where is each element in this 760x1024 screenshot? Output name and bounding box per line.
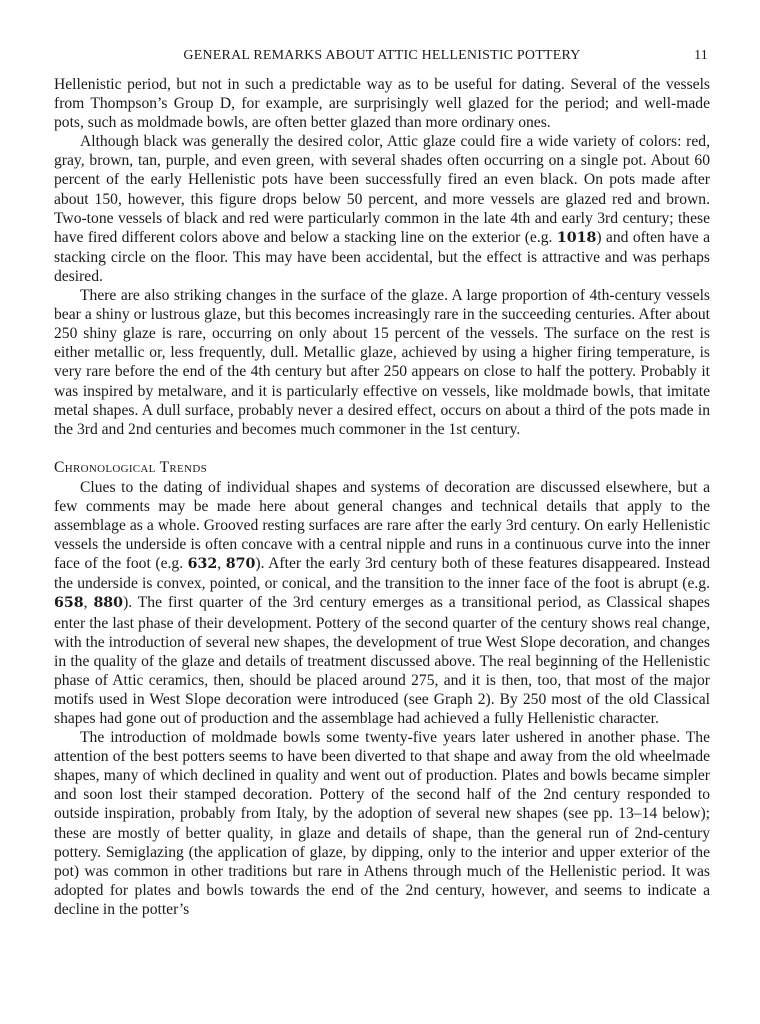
catalogue-ref-1018: 1018	[556, 229, 597, 246]
paragraph-2	[54, 132, 710, 286]
paragraph-1: Hellenistic period, but not in such a predictable way as to be useful for dating. Several of the vessels from Thompson’s Group D, for example, are surprisingly well glazed for the period; and well-made pots, such as moldmade bowls, are often better glazed than more ordinary ones.	[54, 76, 710, 132]
ref-separator: ,	[217, 555, 226, 573]
catalogue-ref-658: 658	[54, 595, 84, 612]
paragraph-2-text-a: Although black was generally the desired color, Attic glaze could fire a wide variety of colors: red, gray, brown, tan, purple, and even green, with several shades often occurring on a single pot. About 60 percent of the early Hellenistic pots have been successfully fired an even black. On pots made after about 150, however, this figure drops below 50 percent, and more vessels are glazed red and brown. Two-tone vessels of black and red were particularly common in the late 4th and early 3rd century; these have fired different colors above and below a stacking line on the exterior (e.g.	[54, 133, 710, 246]
paragraph-4-text-c: ). The first quarter of the 3rd century emerges as a transitional period, as Classical shapes enter the last phase of their development. Pottery of the second quarter of the century shows real change, with the introduction of several new shapes, the development of true West Slope decoration, and changes in the quality of the glaze and details of treatment discussed above. The real beginning of the Hellenistic phase of Attic ceramics, then, should be placed around 275, and it is then, too, that most of the major motifs used in West Slope decoration were introduced (see Graph 2). By 250 most of the old Classical shapes had gone out of production and the assemblage had achieved a fully Hellenistic character.	[54, 594, 710, 727]
catalogue-ref-880: 880	[93, 595, 124, 612]
running-title: GENERAL REMARKS ABOUT ATTIC HELLENISTIC POTTERY	[183, 48, 581, 63]
paragraph-3: There are also striking changes in the surface of the glaze. A large proportion of 4th-century vessels bear a shiny or lustrous glaze, but this becomes increasingly rare in the succeeding centuries. After about 250 shiny glaze is rare, occurring on only about 15 percent of the vessels. The surface on the rest is either metallic or, less frequently, dull. Metallic glaze, achieved by using a higher firing temperature, is very rare before the end of the 4th century but after 250 appears on close to half the pottery. Probably it was inspired by metalware, and it is particularly effective on vessels, like moldmade bowls, that imitate metal shapes. A dull surface, probably never a desired effect, occurs on about a third of the pots made in the 3rd and 2nd centuries and becomes much commoner in the 1st century.	[54, 287, 710, 438]
catalogue-ref-870: 870	[225, 556, 256, 573]
paragraph-5: The introduction of moldmade bowls some twenty-five years later ushered in another phase. The attention of the best potters seems to have been diverted to that shape and away from the old wheelmade shapes, many of which declined in quality and went out of production. Plates and bowls became simpler and soon lost their stamped decoration. Pottery of the second half of the 2nd century responded to outside inspiration, probably from Italy, by the adoption of several new shapes (see pp. 13–14 below); these are mostly of better quality, in glaze and details of shape, than the general run of 2nd-century pottery. Semiglazing (the application of glaze, by dipping, only to the interior and upper exterior of the pot) was common in other traditions but rare in Athens through much of the Hellenistic period. It was adopted for plates and bowls towards the end of the 2nd century, however, and seems to indicate a decline in the potter’s	[54, 729, 710, 918]
paragraph-4-text-a: Clues to the dating of individual shapes and systems of decoration are discussed elsewhere, but a few comments may be made here about general changes and technical details that apply to the assemblage as a whole. Grooved resting surfaces are rare after the early 3rd century. On early Hellenistic vessels the underside is often concave with a central nipple and runs in a continuous curve into the inner face of the foot (e.g.	[54, 478, 710, 573]
catalogue-ref-632: 632	[187, 556, 218, 573]
section-heading: Chronological Trends	[54, 458, 207, 476]
paragraph-2-text-b: ) and often have a stacking circle on the floor. This may have been accidental, but the effect is attractive and was perhaps desired.	[54, 228, 710, 285]
ref-separator: ,	[83, 594, 94, 612]
paragraph-4	[54, 478, 710, 728]
paragraph-4-text-b: ). After the early 3rd century both of these features disappeared. Instead the underside is convex, pointed, or conical, and the transition to the inner face of the foot is abrupt (e.g.	[54, 555, 710, 593]
body-text	[54, 75, 710, 919]
running-head	[54, 44, 710, 68]
page-number: 11	[694, 48, 708, 63]
